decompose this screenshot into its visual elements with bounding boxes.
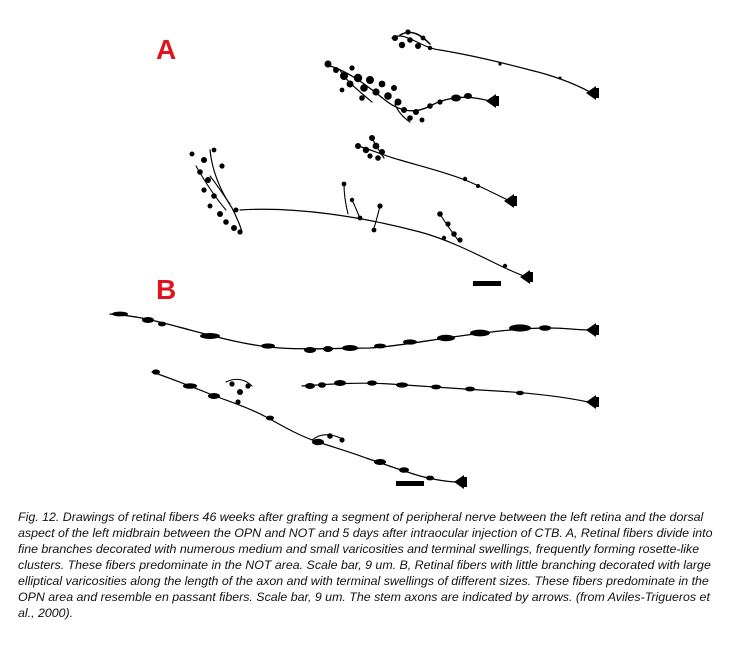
fiber-a2 xyxy=(325,61,500,123)
fiber-a3 xyxy=(355,135,517,208)
fiber-a4 xyxy=(190,148,534,284)
panel-b-label: B xyxy=(156,274,177,305)
fiber-b2 xyxy=(302,380,599,409)
figure-caption: Fig. 12. Drawings of retinal fibers 46 weeks after grafting a segment of peripheral nerve between the left retina and the dorsal aspect of the left midbrain between the OPN and NOT and 5 days after intraocular injection of CTB. A, Retinal fibers divide into fine branches decorated with numerous medium and small varicosities and terminal swellings, frequently forming rosette-like clusters. These fibers predominate in the NOT area. Scale bar, 9 um. B, Retinal fibers with little branching decorated with large elliptical varicosities along the length of the axon and with terminal swellings of different sizes. These fibers predominate in the OPN area and resemble en passant fibers. Scale bar, 9 um. The stem axons are indicated by arrows. (from Aviles-Trigueros et al., 2000). xyxy=(18,510,713,620)
panel-a-label: A xyxy=(156,34,177,65)
fiber-b1 xyxy=(110,312,599,353)
scale-bar-b xyxy=(396,481,424,486)
fiber-a1 xyxy=(392,29,599,100)
scale-bar-a xyxy=(473,281,501,286)
